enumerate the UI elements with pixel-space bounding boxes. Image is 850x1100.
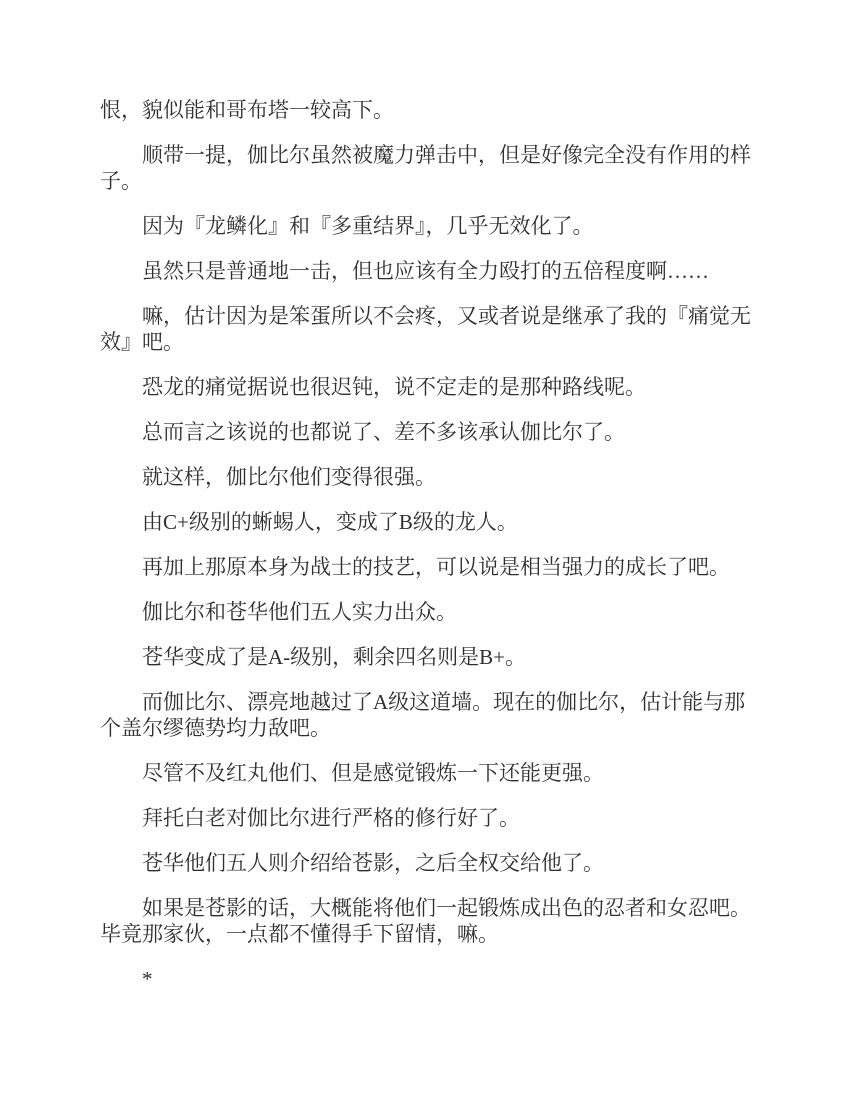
paragraph: 恨，貌似能和哥布塔一较高下。	[100, 98, 394, 122]
paragraph: 伽比尔和苍华他们五人实力出众。	[142, 600, 457, 624]
paragraph: 由C+级别的蜥蜴人，变成了B级的龙人。	[142, 510, 518, 534]
paragraph: 尽管不及红丸他们、但是感觉锻炼一下还能更强。	[142, 761, 604, 785]
paragraph: 因为『龙鳞化』和『多重结界』，几乎无效化了。	[142, 214, 594, 238]
paragraph: 如果是苍影的话，大概能将他们一起锻炼成出色的忍者和女忍吧。毕竟那家伙，一点都不懂得手下留情，嘛。	[100, 896, 751, 946]
paragraph: 苍华他们五人则介绍给苍影，之后全权交给他了。	[142, 851, 604, 875]
paragraph: 而伽比尔、漂亮地越过了A级这道墙。现在的伽比尔，估计能与那个盖尔缪德势均力敌吧。	[100, 690, 746, 740]
section-separator: *	[142, 967, 153, 991]
paragraph: 总而言之该说的也都说了、差不多该承认伽比尔了。	[142, 420, 625, 444]
paragraph: 拜托白老对伽比尔进行严格的修行好了。	[142, 806, 520, 830]
paragraph: 再加上那原本身为战士的技艺，可以说是相当强力的成长了吧。	[142, 555, 730, 579]
paragraph: 虽然只是普通地一击，但也应该有全力殴打的五倍程度啊……	[142, 259, 709, 283]
paragraph: 嘛，估计因为是笨蛋所以不会疼，又或者说是继承了我的『痛觉无效』吧。	[100, 304, 751, 354]
paragraph: 苍华变成了是A-级别，剩余四名则是B+。	[142, 645, 527, 669]
paragraph: 就这样，伽比尔他们变得很强。	[142, 465, 436, 489]
paragraph: 恐龙的痛觉据说也很迟钝，说不定走的是那种路线呢。	[142, 375, 646, 399]
paragraph: 顺带一提，伽比尔虽然被魔力弹击中，但是好像完全没有作用的样子。	[100, 143, 751, 193]
text-body	[100, 97, 762, 1011]
